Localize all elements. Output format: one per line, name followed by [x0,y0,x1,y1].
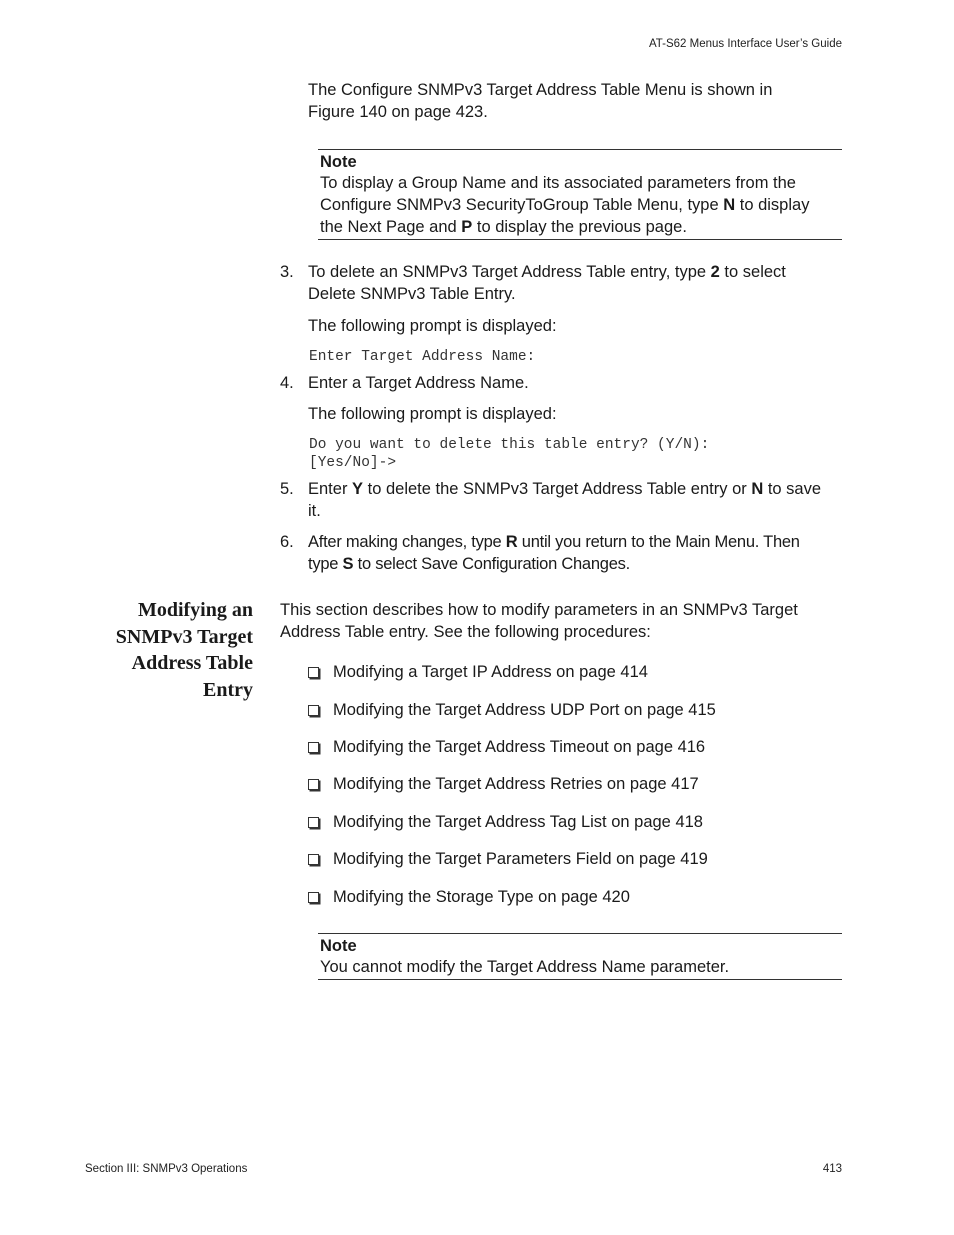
footer-section: Section III: SNMPv3 Operations [85,1163,248,1175]
note-line-2 [320,194,842,216]
key-p: P [461,218,473,236]
step-3-text [308,261,786,305]
note-box-modify [318,933,842,980]
procedure-link-timeout[interactable] [308,736,705,758]
checkbox-bullet-icon [308,892,319,903]
procedure-label: Modifying a Target IP Address on page 414 [333,663,648,681]
note-body: You cannot modify the Target Address Name parameter. [320,958,730,976]
intro-line-2: Figure 140 on page 423. [308,103,488,121]
note-text: the Next Page and [320,218,462,236]
key-s: S [342,555,354,573]
section-heading [85,597,253,703]
step-5-line-2: it. [308,502,321,520]
prompt-delete-confirm [309,436,709,472]
note-body [320,172,842,238]
step-text: to save [763,480,822,498]
section-description [280,599,798,643]
prompt-line-1: Do you want to delete this table entry? (Y/N): [309,437,710,453]
checkbox-bullet-icon [308,667,319,678]
note-text: to display [735,196,810,214]
step-4-number: 4. [280,374,294,392]
key-r: R [505,533,518,551]
step-text: type [308,555,343,573]
key-y: Y [352,480,364,498]
step-5-line-1 [308,478,821,500]
checkbox-bullet-icon [308,742,319,753]
step-text: to select [719,263,786,281]
section-description-line-2: Address Table entry. See the following procedures: [280,623,651,641]
step-5-number: 5. [280,480,294,498]
note-text: Configure SNMPv3 SecurityToGroup Table Menu, type [320,196,724,214]
step-text: to select Save Configuration Changes. [353,555,630,573]
checkbox-bullet-icon [308,705,319,716]
procedure-link-target-ip[interactable] [308,661,648,683]
note-text: to display the previous page. [472,218,687,236]
procedure-label: Modifying the Target Address UDP Port on page 415 [333,701,716,719]
note-line-1: To display a Group Name and its associated parameters from the [320,174,796,192]
note-line-3 [320,216,842,238]
procedure-link-target-parameters[interactable] [308,848,708,870]
key-n: N [723,196,736,214]
intro-paragraph [308,79,772,123]
step-6-line-2 [308,553,800,575]
checkbox-bullet-icon [308,779,319,790]
procedure-link-udp-port[interactable] [308,699,716,721]
key-2: 2 [710,263,720,281]
section-heading-line-1: Modifying an [137,599,253,621]
page-number: 413 [822,1163,842,1175]
running-header: AT-S62 Menus Interface User’s Guide [648,38,842,50]
step-text: to delete the SNMPv3 Target Address Table entry or [363,480,752,498]
prompt-label-1: The following prompt is displayed: [308,317,557,335]
procedure-label: Modifying the Target Address Retries on page 417 [333,775,699,793]
step-text: After making changes, type [308,533,506,551]
step-6-text [308,531,800,575]
prompt-label-2: The following prompt is displayed: [308,405,557,423]
checkbox-bullet-icon [308,854,319,865]
step-text: until you return to the Main Menu. Then [517,533,800,551]
section-heading-line-2: SNMPv3 Target [115,625,253,648]
procedure-label: Modifying the Target Parameters Field on page 419 [333,850,708,868]
section-description-line-1: This section describes how to modify parameters in an SNMPv3 Target [280,601,798,619]
procedure-label: Modifying the Storage Type on page 420 [333,888,630,906]
step-text: To delete an SNMPv3 Target Address Table entry, type [308,263,711,281]
intro-line-1: The Configure SNMPv3 Target Address Table Menu is shown in [308,81,773,99]
step-5-text [308,478,821,522]
procedure-link-storage-type[interactable] [308,886,630,908]
step-4-text: Enter a Target Address Name. [308,374,529,392]
section-heading-line-4: Entry [203,678,253,701]
procedure-label: Modifying the Target Address Tag List on page 418 [333,813,703,831]
prompt-line-2: [Yes/No]-> [309,455,397,471]
step-3-line-1 [308,261,786,283]
step-6-number: 6. [280,533,294,551]
step-text: Enter [308,480,353,498]
procedure-link-retries[interactable] [308,773,699,795]
note-title: Note [320,153,357,171]
step-3-number: 3. [280,263,294,281]
prompt-target-address-name: Enter Target Address Name: [309,349,536,365]
procedure-label: Modifying the Target Address Timeout on page 416 [333,738,706,756]
step-3-line-2: Delete SNMPv3 Table Entry. [308,285,516,303]
key-n: N [751,480,764,498]
note-box-display [318,149,842,240]
procedure-link-tag-list[interactable] [308,811,703,833]
checkbox-bullet-icon [308,817,319,828]
step-6-line-1 [308,531,800,553]
note-title: Note [320,937,357,955]
section-heading-line-3: Address Table [131,652,253,674]
